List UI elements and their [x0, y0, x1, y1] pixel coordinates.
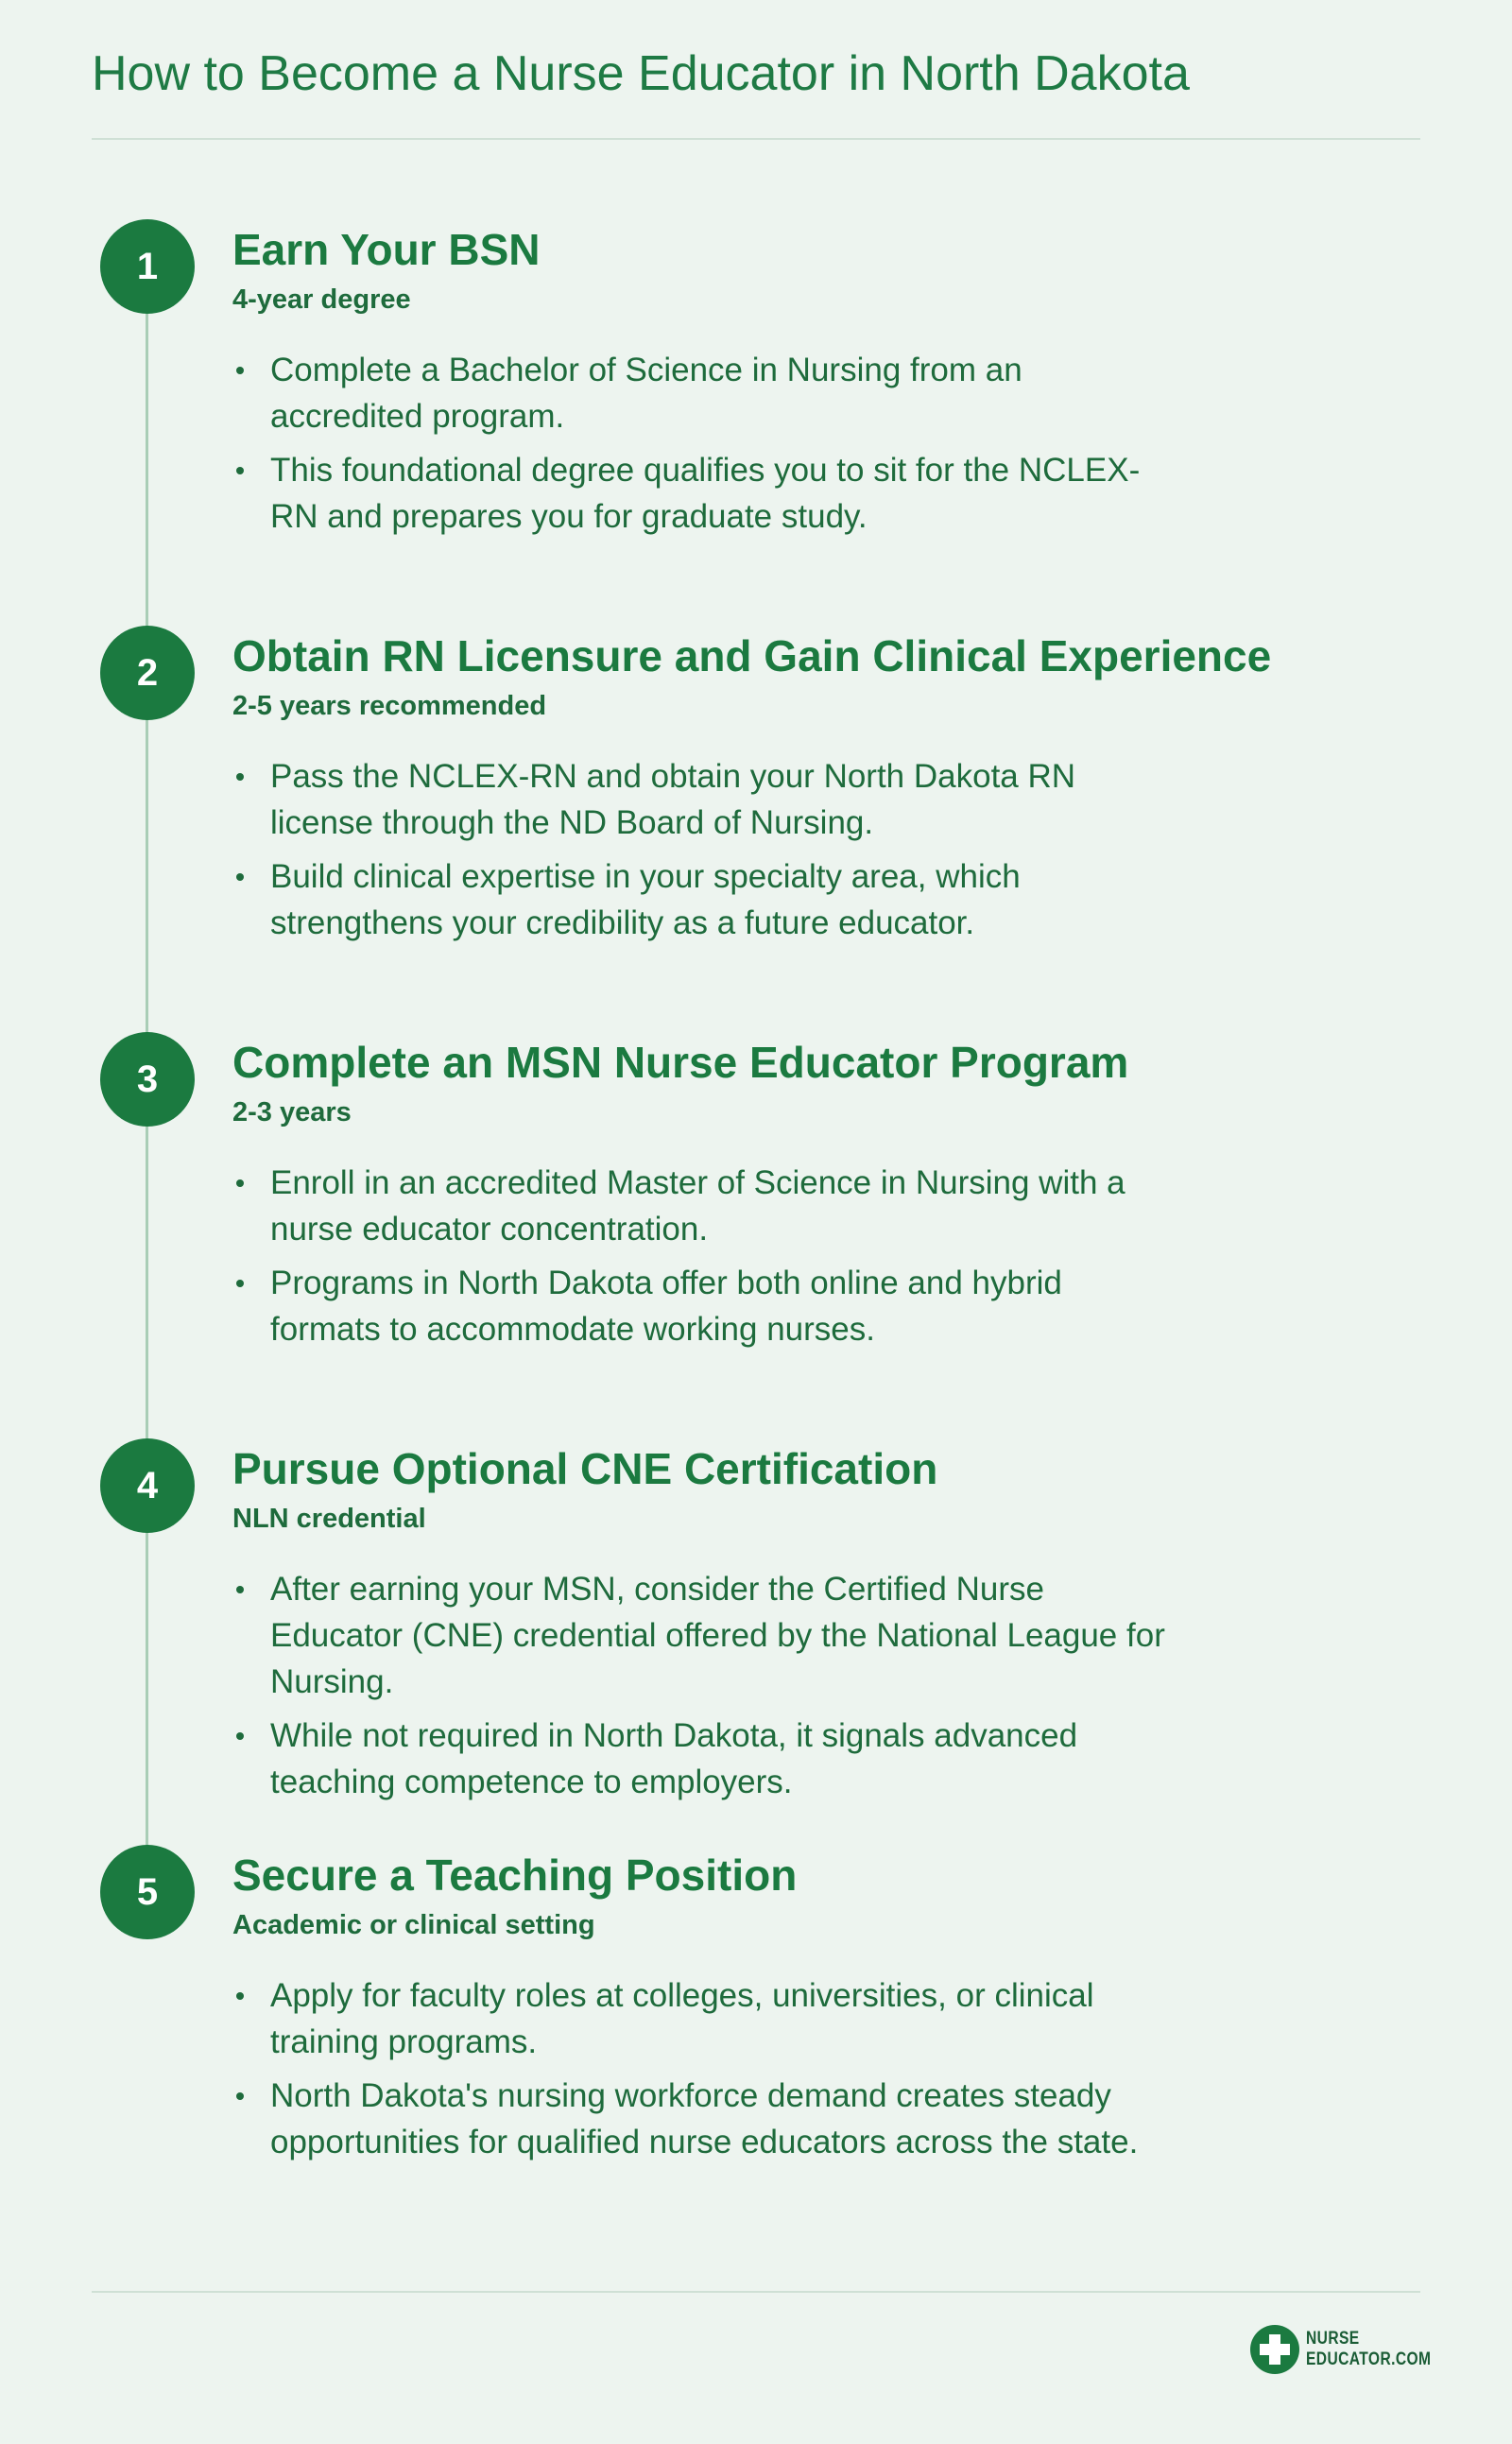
- step-bullet: Apply for faculty roles at colleges, universities, or clinical training programs.: [232, 1972, 1177, 2065]
- logo-wordmark: [1306, 2329, 1459, 2370]
- step-bullet: After earning your MSN, consider the Certified Nurse Educator (CNE) credential offered by the National League for Nursing.: [232, 1566, 1177, 1705]
- step-bullet-list: [232, 753, 1177, 954]
- step-bullet-list: [232, 1972, 1177, 2173]
- step-duration: NLN credential: [232, 1504, 426, 1534]
- logo-line-2: EDUCATOR.COM: [1306, 2349, 1432, 2369]
- step-duration: Academic or clinical setting: [232, 1910, 595, 1940]
- step-number-badge: 2: [100, 626, 195, 720]
- step-title: Pursue Optional CNE Certification: [232, 1444, 938, 1493]
- step-duration: 4-year degree: [232, 284, 411, 315]
- step-bullet-list: [232, 1566, 1177, 1813]
- step-number-badge: 1: [100, 219, 195, 314]
- step-bullet: Programs in North Dakota offer both online and hybrid formats to accommodate working nurses.: [232, 1260, 1177, 1352]
- step-bullet: This foundational degree qualifies you to sit for the NCLEX-RN and prepares you for graduate study.: [232, 447, 1177, 540]
- step-bullet: Build clinical expertise in your specialty area, which strengthens your credibility as a future educator.: [232, 853, 1177, 946]
- step-title: Secure a Teaching Position: [232, 1850, 798, 1900]
- step-number-badge: 4: [100, 1438, 195, 1533]
- step-bullet: Pass the NCLEX-RN and obtain your North Dakota RN license through the ND Board of Nursing.: [232, 753, 1177, 846]
- step-bullet-list: [232, 1160, 1177, 1360]
- logo-line-1: NURSE: [1306, 2329, 1360, 2349]
- step-bullet: North Dakota's nursing workforce demand creates steady opportunities for qualified nurse educators across the state.: [232, 2073, 1177, 2165]
- step-number-badge: 3: [100, 1032, 195, 1127]
- step-bullet-list: [232, 347, 1177, 547]
- step-bullet: Complete a Bachelor of Science in Nursing from an accredited program.: [232, 347, 1177, 439]
- footer-divider: [92, 2291, 1420, 2293]
- medical-cross-icon: [1249, 2324, 1300, 2375]
- nurse-educator-logo: [1249, 2324, 1459, 2375]
- page-title: How to Become a Nurse Educator in North Dakota: [92, 46, 1190, 101]
- step-title: Earn Your BSN: [232, 225, 541, 274]
- step-bullet: While not required in North Dakota, it signals advanced teaching competence to employers.: [232, 1713, 1177, 1805]
- step-title: Complete an MSN Nurse Educator Program: [232, 1038, 1129, 1087]
- step-bullet: Enroll in an accredited Master of Science in Nursing with a nurse educator concentration.: [232, 1160, 1177, 1252]
- header-divider: [92, 138, 1420, 140]
- step-title: Obtain RN Licensure and Gain Clinical Experience: [232, 631, 1272, 680]
- step-duration: 2-3 years: [232, 1097, 352, 1127]
- step-duration: 2-5 years recommended: [232, 691, 547, 721]
- step-number-badge: 5: [100, 1845, 195, 1939]
